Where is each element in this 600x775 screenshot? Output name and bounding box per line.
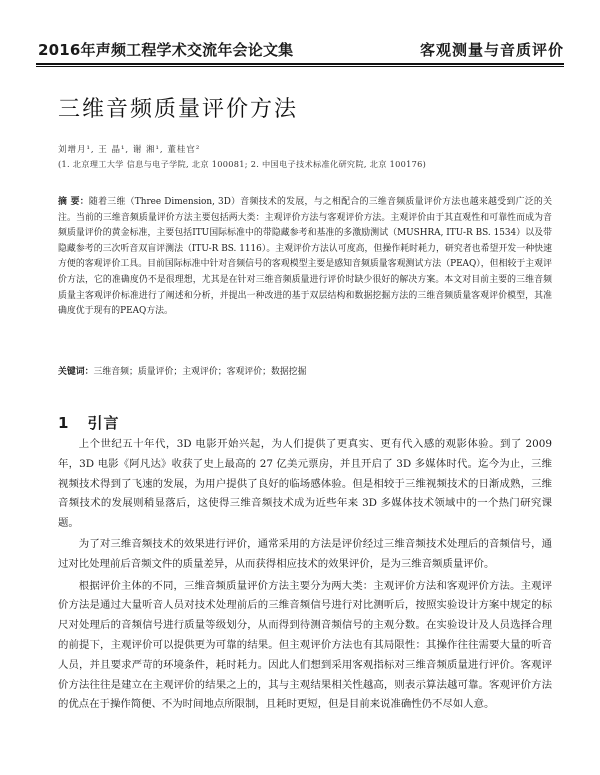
section-body: [58, 435, 552, 717]
section-heading: [58, 412, 119, 433]
abstract: [58, 195, 552, 320]
keywords-text: 三维音频；质量评价；主观评价；客观评价；数据挖掘: [93, 367, 307, 377]
affiliation: (1. 北京理工大学 信息与电子学院, 北京 100081; 2. 中国电子技术标准化研究院, 北京 100176): [58, 159, 427, 169]
proceedings-title: 2016年声频工程学术交流年会论文集: [38, 41, 294, 59]
keywords: [58, 364, 552, 377]
abstract-text: 随着三维（Three Dimension, 3D）音频技术的发展，与之相配合的三维音频质量评价方法也越来越受到广泛的关注。当前的三维音频质量评价方法主要包括两大类：主观评价方法与客观评价方法。主观评价由于其直观性和可靠性而成为音频质量评价的黄金标准，主要包括ITU国际标准中的带隐藏参考和基准的多激励测试（MUSHRA, ITU-R BS. 1534）以及带隐藏参考的三次听音双盲评测法（ITU-R BS. 1116）。主观评价方法认可度高，但操作耗时耗力，研究者也希望开发一种快速方便的客观评价工具。目前国际标准中针对音频信号的客观模型主要是感知音频质量客观测试方法（PEAQ），但相较于主观评价方法，它的准确度仍不是很理想，尤其是在针对三维音频质量进行评价时缺少很好的解决方案。本文对目前主要的三维音频质量主客观评价标准进行了阐述和分析，并提出一种改进的基于双层结构和数据挖掘方法的三维音频质量客观评价模型，其准确度优于现有的PEAQ方法。: [58, 197, 552, 317]
running-header: [38, 36, 564, 60]
body-paragraph: 上个世纪五十年代，3D 电影开始兴起，为人们提供了更真实、更有代入感的观影体验。到了 2009 年，3D 电影《阿凡达》收获了史上最高的 27 亿美元票房，并且开启了 3D 多媒体时代。迄今为止，三维视频技术得到了飞速的发展，为用户提供了良好的临场感体验。但是相较于三维视频技术的日渐成熟，三维音频技术的发展则稍显落后，这使得三维音频技术成为近些年来 3D 多媒体技术领域中的一个热门研究课题。: [58, 438, 552, 530]
keywords-label: 关键词：: [58, 367, 94, 377]
header-rule-thick: [36, 63, 564, 65]
paper-title: 三维音频质量评价方法: [58, 97, 299, 122]
abstract-label: 摘 要：: [58, 197, 89, 207]
body-paragraph: 根据评价主体的不同，三维音频质量评价方法主要分为两大类：主观评价方法和客观评价方法。主观评价方法是通过大量听音人员对技术处理前后的三维音频信号进行对比测听后，按照实验设计方案中规定的标尺对处理后的音频信号进行质量等级划分，从而得到待测音频信号的主观分数。在实验设计及人员选择合理的前提下，主观评价可以提供更为可靠的结果。但主观评价方法也有其局限性：其操作往往需要大量的听音人员，并且要求严苛的环境条件，耗时耗力。因此人们想到采用客观指标对三维音频质量进行评价。客观评价方法往往是建立在主观评价的结果之上的，其与主观结果相关性越高，则表示算法越可靠。客观评价方法的优点在于操作简便、不为时间地点所限制，且耗时更短，但是目前来说准确性仍不尽如人意。: [58, 579, 552, 711]
section-number: 1: [58, 414, 70, 432]
section-title: 引言: [87, 414, 120, 432]
body-paragraph: 为了对三维音频技术的效果进行评价，通常采用的方法是评价经过三维音频技术处理后的音频信号，通过对比处理前后音频文件的质量差异，从而获得相应技术的效果评价，是为三维音频质量评价。: [58, 538, 552, 571]
author-list: 刘增月¹, 王 晶¹, 谢 湘¹, 董桂官²: [58, 145, 201, 155]
header-rule-thin: [36, 66, 564, 67]
section-category: 客观测量与音质评价: [419, 41, 564, 59]
